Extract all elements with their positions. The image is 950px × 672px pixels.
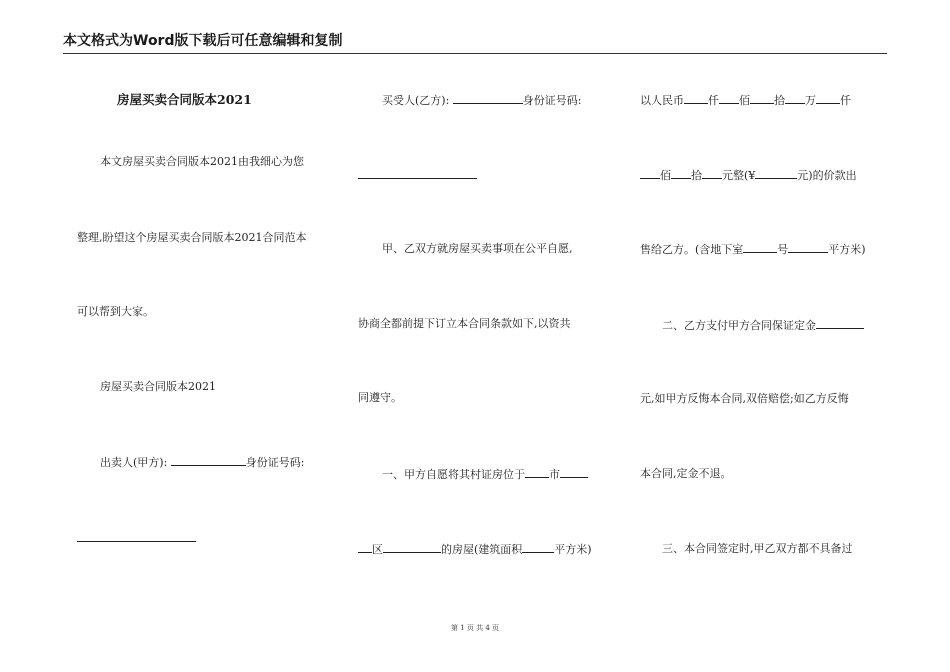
intro-line-3: 可以帮到大家。 <box>77 305 154 318</box>
area-unit-label: 平方米) <box>554 543 592 556</box>
city-blank <box>525 467 549 478</box>
unit-bai: 佰 <box>739 94 750 107</box>
blank <box>743 242 777 253</box>
unit-qian: 仟 <box>708 94 719 107</box>
seller-label: 出卖人(甲方): <box>100 456 168 469</box>
price-line-2 <box>640 168 857 183</box>
deposit-terms-line-2: 本合同,定金不退。 <box>640 467 732 480</box>
amount-blank <box>755 168 797 179</box>
header-divider <box>63 53 887 54</box>
deposit-line <box>662 318 864 333</box>
price-suffix: 元)的价款出 <box>797 169 857 182</box>
blank <box>702 168 722 179</box>
footer-mid: 页 共 <box>466 624 484 632</box>
blank <box>640 168 660 179</box>
buyer-id-blank <box>358 178 477 179</box>
clause-1-text: 一、甲方自愿将其村证房位于 <box>382 468 525 481</box>
unit-shi: 拾 <box>774 94 785 107</box>
unit-bai-2: 佰 <box>660 169 671 182</box>
price-line-1 <box>640 93 851 108</box>
deposit-text: 二、乙方支付甲方合同保证定金 <box>662 319 816 332</box>
blank <box>750 93 774 104</box>
seller-id-blank <box>77 541 196 542</box>
agreement-line-1: 甲、乙双方就房屋买卖事项在公平自愿, <box>382 242 573 255</box>
district-blank-start <box>560 467 588 478</box>
page-total: 4 <box>485 624 490 632</box>
yuan-label: 元整(¥ <box>722 169 756 182</box>
district-label: 区 <box>372 543 383 556</box>
document-title: 房屋买卖合同版本2021 <box>117 92 252 107</box>
seller-line <box>100 455 305 470</box>
intro-line-2: 整理,盼望这个房屋买卖合同版本2021合同范本 <box>77 231 307 244</box>
clause-3-line: 三、本合同签定时,甲乙双方都不具备过 <box>662 542 853 555</box>
buyer-id-label: 身份证号码: <box>522 94 582 107</box>
unit-shi-2: 拾 <box>691 169 702 182</box>
clause-1-line-2 <box>358 542 592 557</box>
clause-1-line-1 <box>382 467 588 482</box>
subtitle-line: 房屋买卖合同版本2021 <box>100 380 216 393</box>
buyer-name-blank <box>453 93 523 104</box>
city-label: 市 <box>549 468 560 481</box>
seller-name-blank <box>171 455 246 466</box>
basement-label: 售给乙方。(含地下室 <box>640 243 744 256</box>
price-line-3 <box>640 242 866 257</box>
seller-id-label: 身份证号码: <box>245 456 305 469</box>
blank <box>684 93 708 104</box>
blank <box>788 242 828 253</box>
header-banner: 本文格式为Word版下载后可任意编辑和复制 <box>63 33 343 49</box>
unit-wan: 万 <box>805 94 816 107</box>
intro-line-1: 本文房屋买卖合同版本2021由我细心为您 <box>100 155 304 168</box>
page-footer <box>0 623 950 633</box>
agreement-line-2: 协商全都前提下订立本合同条款如下,以资共 <box>358 317 571 330</box>
blank <box>816 93 840 104</box>
footer-pre: 第 <box>450 624 458 632</box>
unit-qian-2: 仟 <box>840 94 851 107</box>
deposit-blank <box>816 318 864 329</box>
sqm-label: 平方米) <box>828 243 866 256</box>
buyer-label: 买受人(乙方): <box>382 94 450 107</box>
page-number: 1 <box>460 624 465 632</box>
buyer-line <box>382 93 582 108</box>
area-blank <box>522 542 554 553</box>
blank <box>719 93 739 104</box>
blank <box>671 168 691 179</box>
rmb-label: 以人民币 <box>640 94 684 107</box>
number-label: 号 <box>777 243 789 256</box>
deposit-terms-line-1: 元,如甲方反悔本合同,双倍赔偿;如乙方反悔 <box>640 392 849 405</box>
agreement-line-3: 同遵守。 <box>358 391 402 404</box>
location-blank <box>383 542 441 553</box>
building-area-label: 的房屋(建筑面积 <box>441 543 523 556</box>
blank <box>785 93 805 104</box>
footer-post: 页 <box>492 624 500 632</box>
district-blank-end <box>358 542 372 553</box>
